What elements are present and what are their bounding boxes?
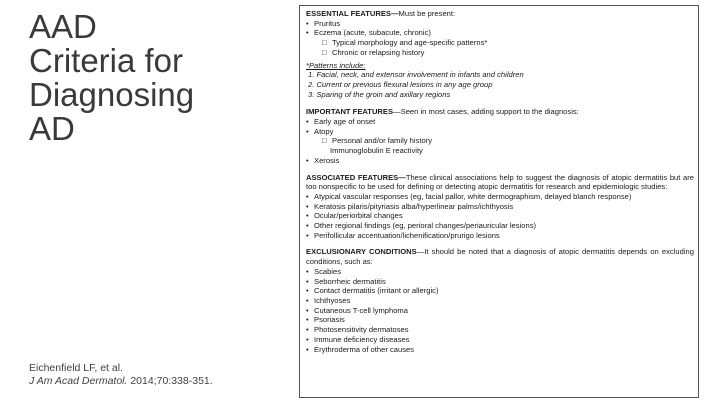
sub-item: □ Typical morphology and age-specific patterns* [322,38,488,48]
checkbox-glyph: □ [322,47,327,57]
list-item: • Keratosis pilaris/pityriasis alba/hyperlinear palms/ichthyosis [306,202,694,212]
list-item: • Erythroderma of other causes [306,345,694,355]
essential-features-section [306,9,694,99]
section-heading: EXCLUSIONARY CONDITIONS—It should be noted that a diagnosis of atopic dermatitis depends on excluding conditions, such as: [306,247,694,267]
citation-journal: J Am Acad Dermatol. [29,375,128,387]
list-item: • Scabies [306,267,694,277]
citation [29,362,213,388]
list-item: • Pruritus [306,19,694,29]
list-item: • Atopy [306,127,694,137]
list-item: • Xerosis [306,156,694,166]
title-line: AAD [29,8,97,45]
patterns-note: *Patterns include: [306,60,366,70]
title-line: Diagnosing [29,76,195,113]
list-item: • Contact dermatitis (irritant or allergic) [306,286,694,296]
list-item: • Ichthyoses [306,296,694,306]
pattern-item: 1. Facial, neck, and extensor involvement in infants and children [308,70,524,80]
list-item: • Eczema (acute, subacute, chronic) [306,28,694,38]
section-heading: ESSENTIAL FEATURES—Must be present: [306,9,456,18]
title-line: AD [29,110,75,147]
list-item: • Immune deficiency diseases [306,335,694,345]
title-line: Criteria for [29,42,184,79]
list-item: • Photosensitivity dermatoses [306,325,694,335]
list-item: • Perifollicular accentuation/lichenification/prurigo lesions [306,231,694,241]
citation-authors: Eichenfield LF, et al. [29,362,123,374]
list-item: • Early age of onset [306,117,694,127]
exclusionary-conditions-section [306,247,694,354]
sub-item: □ Personal and/or family history [322,136,433,146]
list-item: • Ocular/periorbital changes [306,211,694,221]
sub-item: □ Chronic or relapsing history [322,47,425,57]
associated-features-section [306,173,694,241]
citation-details: 2014;70:338-351. [127,375,213,387]
list-item: • Cutaneous T-cell lymphoma [306,306,694,316]
section-heading: ASSOCIATED FEATURES—These clinical associations help to suggest the diagnosis of atopic dermatitis but are too nonspecific to be used for defining or detecting atopic dermatitis for research and epidemiologic studies: [306,172,694,192]
section-heading: IMPORTANT FEATURES—Seen in most cases, adding support to the diagnosis: [306,107,579,117]
sub-item-continuation: Immunoglobulin E reactivity [330,146,423,156]
list-item: • Other regional findings (eg, perioral changes/periauricular lesions) [306,221,694,231]
checkbox-glyph: □ [322,38,327,48]
criteria-table-image [299,5,699,398]
list-item: • Psoriasis [306,315,694,325]
important-features-section [306,107,694,165]
citation-source [29,375,213,388]
slide-title [29,10,279,146]
pattern-item: 2. Current or previous flexural lesions in any age group [308,79,493,89]
list-item: • Seborrheic dermatitis [306,277,694,287]
list-item: • Atypical vascular responses (eg, facial pallor, white dermographism, delayed blanch response) [306,192,694,202]
checkbox-glyph: □ [322,136,327,146]
pattern-item: 3. Sparing of the groin and axillary regions [308,89,451,99]
